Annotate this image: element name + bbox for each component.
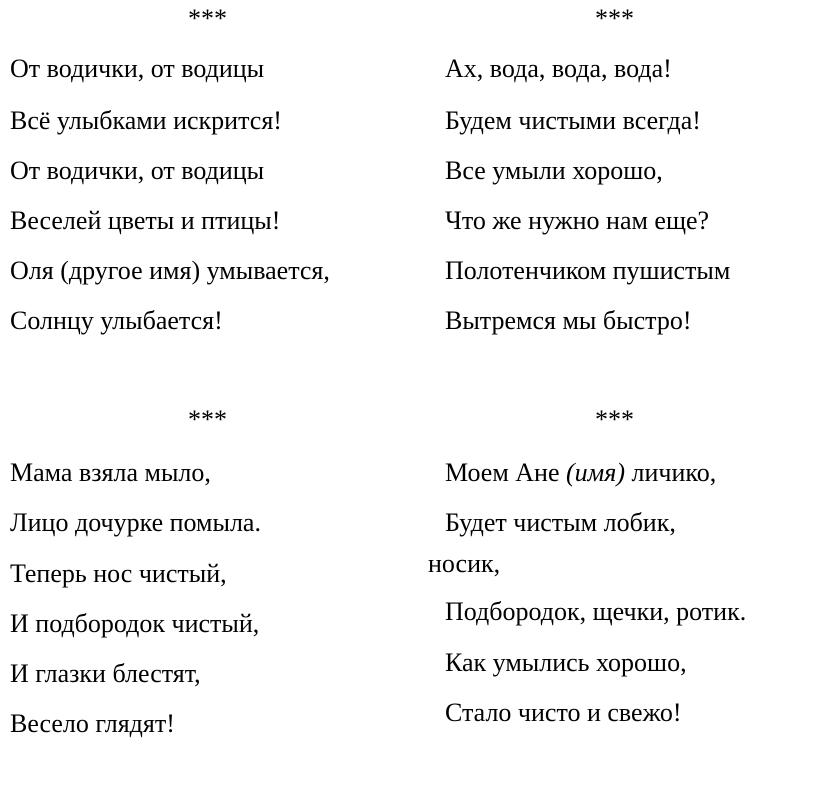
poem-4-line-4: Подбородок, щечки, ротик. [445, 597, 747, 626]
poem-3-line-1: Мама взяла мыло, [10, 458, 211, 487]
poem-1-line-2: Всё улыбками искрится! [10, 106, 282, 135]
poem-2-line-2: Будем чистыми всегда! [445, 106, 701, 135]
poem-1-line-3: От водички, от водицы [10, 156, 265, 185]
poem-4-line-5: Как умылись хорошо, [445, 648, 687, 677]
poem-4-line-1-start: Моем Ане [445, 458, 567, 487]
poem-1-line-5: Оля (другое имя) умывается, [10, 256, 330, 285]
poem-4-line-1-italic: (имя) [566, 458, 626, 487]
poem-4-separator: *** [595, 405, 634, 434]
poem-2-line-6: Вытремся мы быстро! [445, 306, 692, 335]
poem-3-line-3: Теперь нос чистый, [10, 559, 227, 588]
poem-3-separator: *** [188, 405, 227, 434]
poem-3-line-4: И подбородок чистый, [10, 609, 260, 638]
poem-1-line-4: Веселей цветы и птицы! [10, 206, 281, 235]
poem-2-line-1: Ах, вода, вода, вода! [445, 54, 672, 83]
poem-1-separator: *** [188, 4, 227, 33]
poem-4-line-1-end: личико, [625, 458, 717, 487]
poem-4-line-2: Будет чистым лобик, [445, 508, 676, 537]
poem-2-line-4: Что же нужно нам еще? [445, 206, 710, 235]
poem-2-separator: *** [595, 4, 634, 33]
poem-1-line-1: От водички, от водицы [10, 54, 265, 83]
poem-4-line-3: носик, [428, 549, 501, 578]
poem-1-line-6: Солнцу улыбается! [10, 306, 223, 335]
poem-2-line-5: Полотенчиком пушистым [445, 256, 731, 285]
poem-3-line-5: И глазки блестят, [10, 659, 201, 688]
poem-4-line-6: Стало чисто и свежо! [445, 698, 682, 727]
poem-3-line-2: Лицо дочурке помыла. [10, 508, 261, 537]
poem-2-line-3: Все умыли хорошо, [445, 156, 663, 185]
poem-4-line-1 [445, 458, 716, 488]
poem-3-line-6: Весело глядят! [10, 709, 175, 738]
